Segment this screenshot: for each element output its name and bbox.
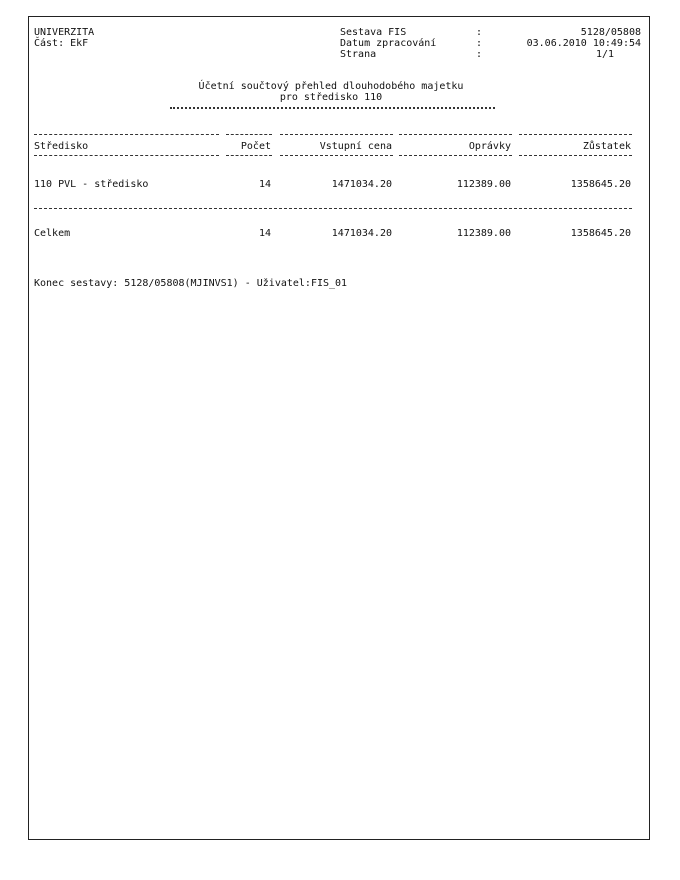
rule-col-2 bbox=[226, 134, 272, 135]
part-label: Část: EkF bbox=[34, 38, 89, 49]
report-number: 5128/05808 bbox=[580, 27, 641, 38]
col-header-vstupni-cena: Vstupní cena bbox=[319, 141, 392, 152]
page-label: Strana bbox=[340, 49, 377, 60]
rule-under-col-4 bbox=[399, 155, 512, 156]
rule-col-4 bbox=[399, 134, 512, 135]
rule-col-5 bbox=[519, 134, 632, 135]
processing-date: 03.06.2010 10:49:54 bbox=[526, 38, 641, 49]
date-sep: : bbox=[476, 38, 483, 49]
row-pocet: 14 bbox=[258, 179, 271, 190]
title-underline bbox=[170, 107, 495, 109]
total-opravky: 112389.00 bbox=[456, 228, 511, 239]
rule-col-3 bbox=[280, 134, 393, 135]
page-number: 1/1 bbox=[595, 49, 614, 60]
total-zustatek: 1358645.20 bbox=[570, 228, 631, 239]
org-name: UNIVERZITA bbox=[34, 27, 95, 38]
rule-under-col-3 bbox=[280, 155, 393, 156]
report-subtitle: pro středisko 110 bbox=[279, 92, 383, 103]
row-stredisko: 110 PVL - středisko bbox=[34, 179, 149, 190]
report-sep: : bbox=[476, 27, 483, 38]
rule-under-col-1 bbox=[34, 155, 219, 156]
report-title: Účetní součtový přehled dlouhodobého majetku bbox=[198, 81, 464, 92]
row-opravky: 112389.00 bbox=[456, 179, 511, 190]
total-label: Celkem bbox=[34, 228, 71, 239]
date-label: Datum zpracování bbox=[340, 38, 437, 49]
report-page bbox=[28, 16, 650, 840]
col-header-zustatek: Zůstatek bbox=[582, 141, 631, 152]
col-header-stredisko: Středisko bbox=[34, 141, 89, 152]
col-header-pocet: Počet bbox=[240, 141, 271, 152]
rule-under-col-5 bbox=[519, 155, 632, 156]
report-label: Sestava FIS bbox=[340, 27, 407, 38]
row-zustatek: 1358645.20 bbox=[570, 179, 631, 190]
total-vstupni-cena: 1471034.20 bbox=[331, 228, 392, 239]
report-end-line: Konec sestavy: 5128/05808(MJINVS1) - Uživatel:FIS_01 bbox=[34, 278, 348, 289]
rule-under-col-2 bbox=[226, 155, 272, 156]
page-sep: : bbox=[476, 49, 483, 60]
separator-rule bbox=[34, 208, 632, 209]
col-header-opravky: Oprávky bbox=[468, 141, 511, 152]
row-vstupni-cena: 1471034.20 bbox=[331, 179, 392, 190]
rule-col-1 bbox=[34, 134, 219, 135]
total-pocet: 14 bbox=[258, 228, 271, 239]
